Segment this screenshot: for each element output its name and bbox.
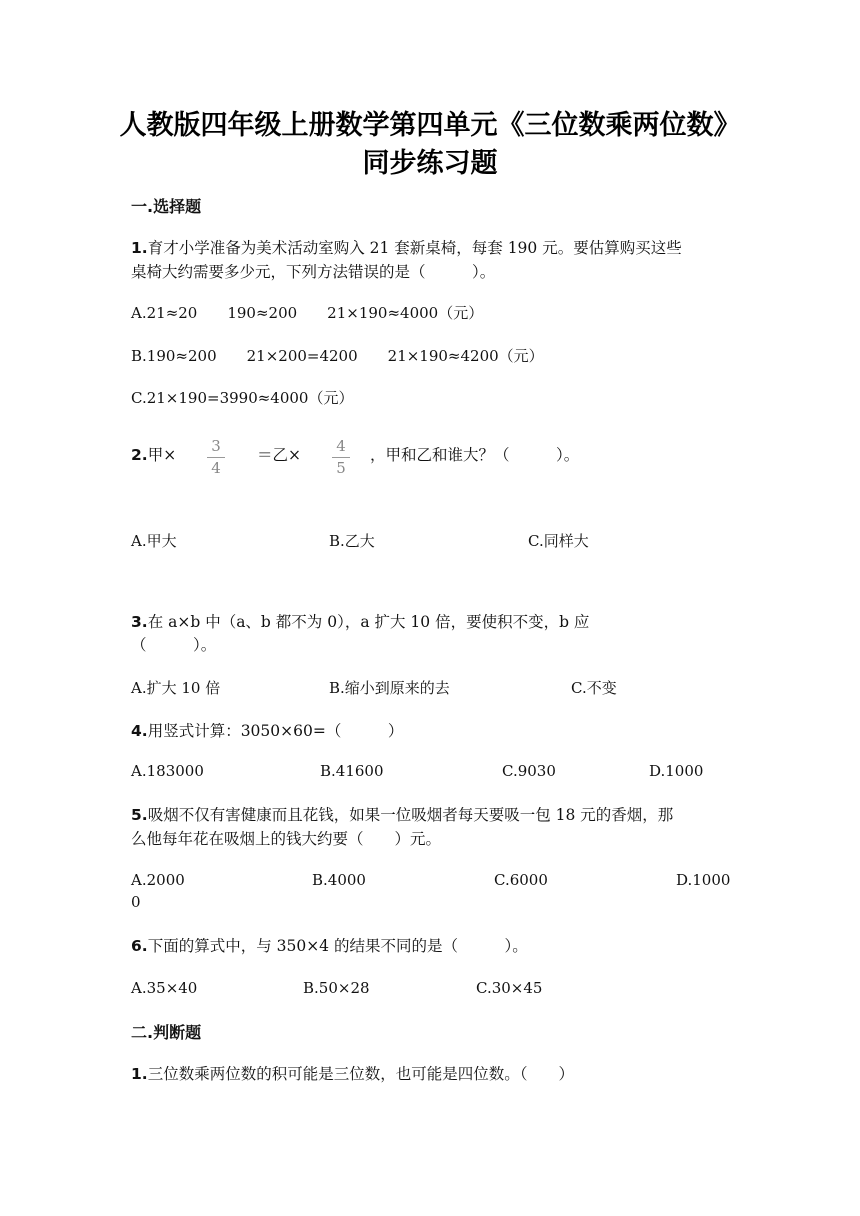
question-1-line-1: 1.育才小学准备为美术活动室购入 21 套新桌椅，每套 190 元。要估算购买这些 xyxy=(131,239,682,257)
question-2-option-b: B.乙大 xyxy=(329,532,375,550)
question-5-option-a: A.2000 xyxy=(131,871,185,889)
question-2-option-a: A.甲大 xyxy=(131,532,177,550)
question-5-option-d: D.1000 xyxy=(676,871,731,889)
question-1-line-2: 桌椅大约需要多少元，下列方法错误的是（ ）。 xyxy=(131,263,496,281)
question-1-number: 1. xyxy=(131,239,148,257)
question-3-number: 3. xyxy=(131,613,148,631)
question-3-option-a: A.扩大 10 倍 xyxy=(131,679,221,697)
question-5-number: 5. xyxy=(131,806,148,824)
question-4-option-b: B.41600 xyxy=(320,762,384,780)
question-6-number: 6. xyxy=(131,937,148,955)
question-6-option-b: B.50×28 xyxy=(303,979,370,997)
judge-1-line: 1.三位数乘两位数的积可能是三位数，也可能是四位数。（ ） xyxy=(131,1065,574,1083)
page-subtitle: 同步练习题 xyxy=(362,148,498,179)
question-5-option-d-wrap: 0 xyxy=(131,893,141,911)
fraction-four-fifths: 4 5 xyxy=(329,438,353,477)
question-5-option-c: C.6000 xyxy=(494,871,548,889)
question-4-option-a: A.183000 xyxy=(131,762,204,780)
question-5-line-2: 么他每年花在吸烟上的钱大约要（ ）元。 xyxy=(131,830,442,848)
page-title: 人教版四年级上册数学第四单元《三位数乘两位数》 xyxy=(119,110,741,141)
question-4-line-1: 4.用竖式计算：3050×60=（ ） xyxy=(131,722,404,740)
fraction-three-quarters: 3 4 xyxy=(204,438,228,477)
question-2-text-c: ，甲和乙和谁大？（ ）。 xyxy=(370,446,580,464)
question-4-option-c: C.9030 xyxy=(502,762,556,780)
question-2-text-a: 2.甲× xyxy=(131,446,177,464)
question-6-option-c: C.30×45 xyxy=(476,979,543,997)
question-1-option-c: C.21×190=3990≈4000（元） xyxy=(131,389,354,407)
question-4-number: 4. xyxy=(131,722,148,740)
judge-1-number: 1. xyxy=(131,1065,148,1083)
question-5-option-b: B.4000 xyxy=(312,871,366,889)
question-2-option-c: C.同样大 xyxy=(528,532,589,550)
question-3-option-b: B.缩小到原来的去 xyxy=(329,679,450,697)
fraction-bar xyxy=(332,457,350,458)
question-2-text-b: ＝乙× xyxy=(257,446,301,464)
question-6-line-1: 6.下面的算式中，与 350×4 的结果不同的是（ ）。 xyxy=(131,937,528,955)
question-1-option-a: A.21≈20 190≈200 21×190≈4000（元） xyxy=(131,304,484,322)
question-3-line-2: （ ）。 xyxy=(131,636,217,654)
section-judge-heading: 二.判断题 xyxy=(131,1023,202,1042)
question-3-line-1: 3.在 a×b 中（a、b 都不为 0），a 扩大 10 倍，要使积不变，b 应 xyxy=(131,613,590,631)
section-choice-heading: 一.选择题 xyxy=(131,197,202,216)
question-6-option-a: A.35×40 xyxy=(131,979,198,997)
question-4-option-d: D.1000 xyxy=(649,762,704,780)
question-1-option-b: B.190≈200 21×200=4200 21×190≈4200（元） xyxy=(131,347,544,365)
question-5-line-1: 5.吸烟不仅有害健康而且花钱，如果一位吸烟者每天要吸一包 18 元的香烟，那 xyxy=(131,806,674,824)
question-2-number: 2. xyxy=(131,446,148,464)
question-3-option-c: C.不变 xyxy=(571,679,617,697)
fraction-bar xyxy=(207,457,225,458)
